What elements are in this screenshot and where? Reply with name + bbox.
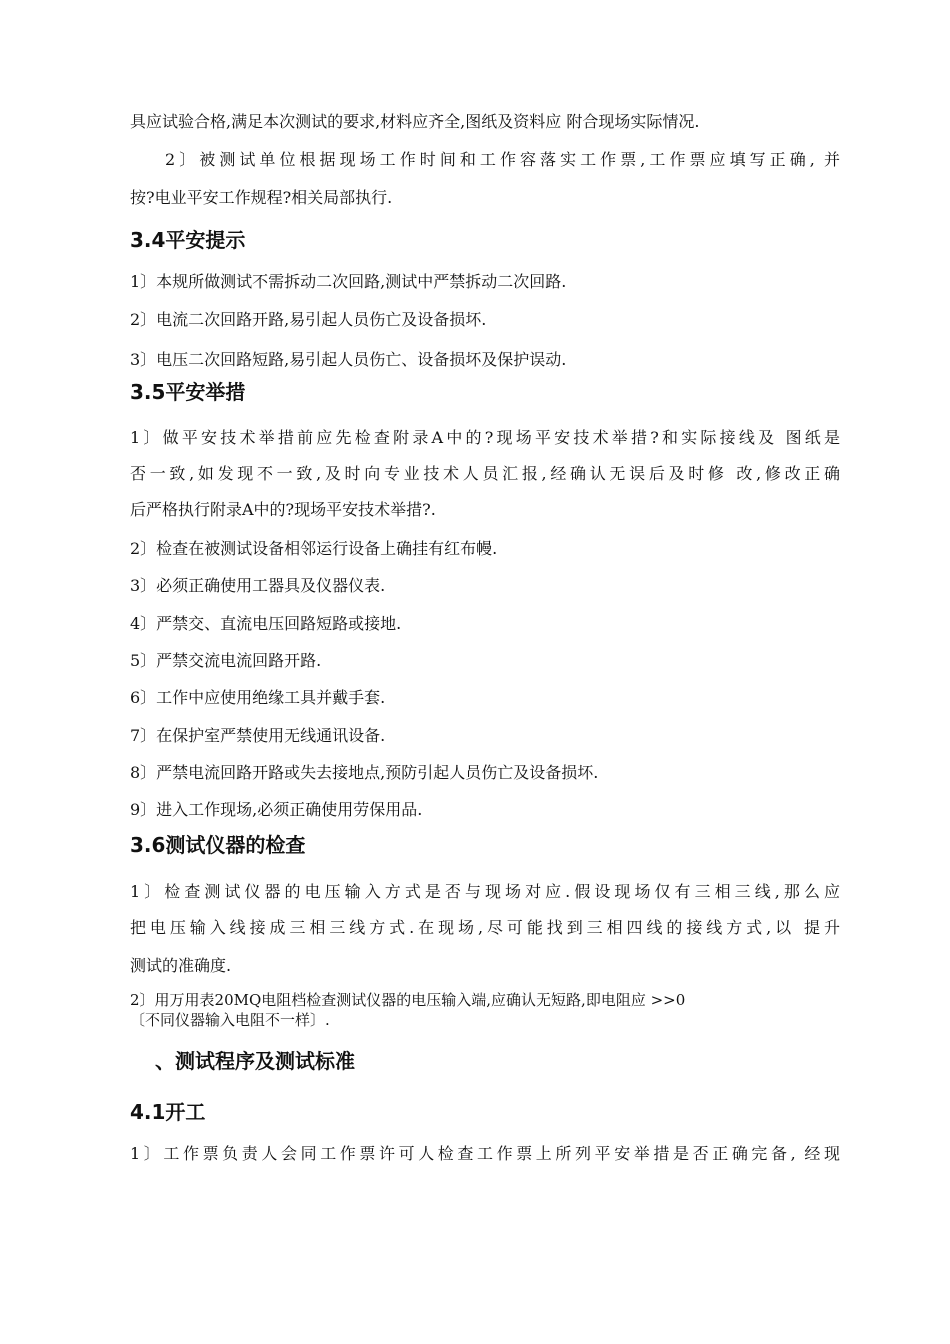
section-heading-3-4: 3.4平安提示 [130,228,246,252]
section-heading-3-5: 3.5平安举措 [130,380,246,404]
list-item: 1〕本规所做测试不需拆动二次回路,测试中严禁拆动二次回路. [130,272,567,291]
list-item: 2〕电流二次回路开路,易引起人员伤亡及设备损坏. [130,310,487,329]
list-item: 把电压输入线接成三相三线方式.在现场,尽可能找到三相四线的接线方式,以 提升 [130,918,840,937]
list-item: 9〕进入工作现场,必须正确使用劳保用品. [130,800,423,819]
paragraph-line: 按?电业平安工作规程?相关局部执行. [130,188,393,207]
section-heading-4: 、测试程序及测试标准 [155,1049,355,1073]
list-item: 5〕严禁交流电流回路开路. [130,651,322,670]
list-item: 测试的准确度. [130,956,232,975]
list-item: 7〕在保护室严禁使用无线通讯设备. [130,726,386,745]
list-item: 4〕严禁交、直流电压回路短路或接地. [130,614,402,633]
list-item: 2〕检查在被测试设备相邻运行设备上确挂有红布幔. [130,539,498,558]
list-item: 1〕做平安技术举措前应先检查附录A中的?现场平安技术举措?和实际接线及 图纸是 [130,428,840,447]
list-item: 8〕严禁电流回路开路或失去接地点,预防引起人员伤亡及设备损坏. [130,763,599,782]
list-item: 3〕必须正确使用工器具及仪器仪表. [130,576,386,595]
list-item: 否一致,如发现不一致,及时向专业技术人员汇报,经确认无误后及时修 改,修改正确 [130,464,840,483]
list-item: 1〕工作票负责人会同工作票许可人检查工作票上所列平安举措是否正确完备, 经现 [130,1144,840,1163]
list-item: 3〕电压二次回路短路,易引起人员伤亡、设备损坏及保护误动. [130,350,567,369]
list-item: 2〕用万用表20MQ电阻档检查测试仪器的电压输入端,应确认无短路,即电阻应 >>0 [130,991,686,1009]
section-heading-3-6: 3.6测试仪器的检查 [130,833,306,857]
list-item: 6〕工作中应使用绝缘工具并戴手套. [130,688,386,707]
paragraph-line: 2〕被测试单位根据现场工作时间和工作容落实工作票,工作票应填写正确, 并 [165,150,840,169]
list-item: 1〕检查测试仪器的电压输入方式是否与现场对应.假设现场仅有三相三线,那么应 [130,882,840,901]
list-item: 〔不同仪器输入电阻不一样〕. [130,1011,330,1029]
paragraph-line: 具应试验合格,满足本次测试的要求,材料应齐全,图纸及资料应 附合现场实际情况. [130,112,700,131]
list-item: 后严格执行附录A中的?现场平安技术举措?. [130,500,436,519]
section-heading-4-1: 4.1开工 [130,1100,206,1124]
